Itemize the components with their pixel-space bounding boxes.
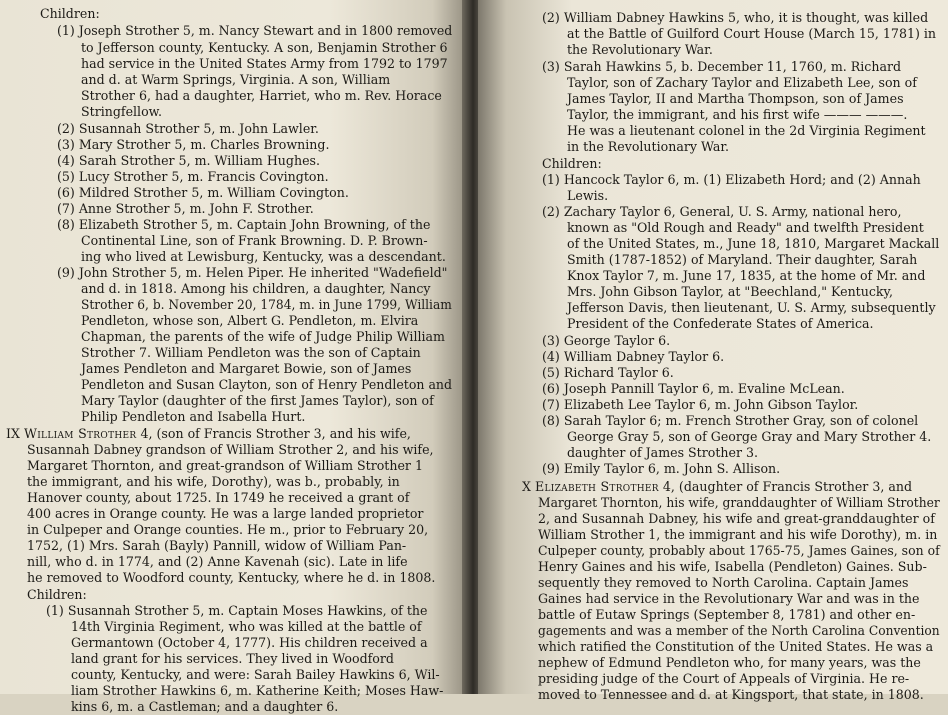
right-page-line: the Revolutionary War. [567, 42, 713, 57]
section-number: X [522, 479, 535, 494]
right-page-line: Smith (1787-1852) of Maryland. Their daughter, Sarah [567, 252, 918, 267]
left-page-line [6, 426, 411, 442]
left-page-line: Stringfellow. [81, 104, 162, 119]
right-page-line: Margaret Thornton, his wife, granddaughter of William Strother [538, 495, 940, 510]
section-heading-text: 4, (daughter of Francis Strother 3, and [658, 479, 913, 494]
left-page-line: 1752, (1) Mrs. Sarah (Bayly) Pannill, widow of William Pan- [27, 538, 407, 553]
right-page-line: (2) Zachary Taylor 6, General, U. S. Army, national hero, [542, 204, 902, 219]
right-page-line: William Strother 1, the immigrant and his wife Dorothy), m. in [538, 527, 938, 542]
right-page-line: battle of Eutaw Springs (September 8, 1781) and other en- [538, 607, 916, 622]
right-page-line: at the Battle of Guilford Court House (March 15, 1781) in [567, 26, 937, 41]
left-page-line: Chapman, the parents of the wife of Judge Philip William [81, 329, 445, 344]
left-page-line: Hanover county, about 1725. In 1749 he received a grant of [27, 490, 410, 505]
right-page-line: (7) Elizabeth Lee Taylor 6, m. John Gibson Taylor. [542, 397, 859, 412]
left-page-line: Children: [40, 6, 100, 21]
right-page-line: Culpeper county, probably about 1765-75, James Gaines, son of [538, 543, 940, 558]
left-page-line: in Culpeper and Orange counties. He m., prior to February 20, [27, 522, 429, 537]
left-page-line: (4) Sarah Strother 5, m. William Hughes. [57, 153, 320, 168]
right-page-line: gagements and was a member of the North Carolina Convention [538, 623, 940, 638]
right-page-line: presiding judge of the Court of Appeals of Virginia. He re- [538, 671, 910, 686]
right-page-line: sequently they removed to North Carolina. Captain James [538, 575, 909, 590]
left-page [0, 0, 470, 714]
left-page-line: Strother 6, b. November 20, 1784, m. in June 1799, William [81, 297, 452, 312]
left-page-line: and d. in 1818. Among his children, a daughter, Nancy [81, 281, 431, 296]
left-page-line: Pendleton and Susan Clayton, son of Henry Pendleton and [81, 377, 453, 392]
section-heading-name: Elizabeth Strother [534, 479, 659, 494]
left-page-line: (9) John Strother 5, m. Helen Piper. He inherited "Wadefield" [57, 265, 448, 280]
right-page-line: nephew of Edmund Pendleton who, for many years, was the [538, 655, 921, 670]
right-page-line: Knox Taylor 7, m. June 17, 1835, at the home of Mr. and [567, 268, 926, 283]
left-page-line: Susannah Dabney grandson of William Strother 2, and his wife, [27, 442, 434, 457]
left-page-line: (1) Joseph Strother 5, m. Nancy Stewart and in 1800 removed [57, 23, 453, 38]
right-page-line: of the United States, m., June 18, 1810, Margaret Mackall [567, 236, 940, 251]
left-page-line: kins 6, m. a Castleman; and a daughter 6. [71, 699, 339, 714]
left-page-line: nill, who d. in 1774, and (2) Anne Kavenah (sic). Late in life [27, 554, 408, 569]
right-page-line: (4) William Dabney Taylor 6. [542, 349, 725, 364]
right-page-line: Mrs. John Gibson Taylor, at "Beechland," Kentucky, [567, 284, 893, 299]
right-page-line: (6) Joseph Pannill Taylor 6, m. Evaline McLean. [542, 381, 845, 396]
right-page [478, 0, 948, 702]
right-page-line: which ratified the Constitution of the United States. He was a [538, 639, 934, 654]
left-page-line: ing who lived at Lewisburg, Kentucky, was a descendant. [81, 249, 446, 264]
left-page-line: James Pendleton and Margaret Bowie, son of James [81, 361, 412, 376]
left-page-line: Continental Line, son of Frank Browning. D. P. Brown- [81, 233, 428, 248]
right-page-line: moved to Tennessee and d. at Kingsport, that state, in 1808. [538, 687, 924, 702]
left-page-line: Children: [27, 587, 87, 602]
section-heading-name: William Strother [23, 426, 137, 441]
right-page-line: (3) George Taylor 6. [542, 333, 671, 348]
left-page-line: to Jefferson county, Kentucky. A son, Benjamin Strother 6 [81, 40, 448, 55]
right-page-line [522, 479, 912, 495]
left-page-line: 400 acres in Orange county. He was a large landed proprietor [27, 506, 424, 521]
right-page-line: He was a lieutenant colonel in the 2d Virginia Regiment [567, 123, 926, 138]
left-page-line: (7) Anne Strother 5, m. John F. Strother. [57, 201, 314, 216]
right-page-line: George Gray 5, son of George Gray and Mary Strother 4. [567, 429, 932, 444]
left-page-line: Mary Taylor (daughter of the first James Taylor), son of [81, 393, 434, 408]
right-page-line: Lewis. [567, 188, 609, 203]
left-page-line: Pendleton, whose son, Albert G. Pendleton, m. Elvira [81, 313, 419, 328]
right-page-line: Henry Gaines and his wife, Isabella (Pendleton) Gaines. Sub- [538, 559, 927, 574]
left-page-line: and d. at Warm Springs, Virginia. A son, William [81, 72, 391, 87]
right-page-line: (3) Sarah Hawkins 5, b. December 11, 1760, m. Richard [542, 59, 902, 74]
left-page-line: land grant for his services. They lived in Woodford [71, 651, 394, 666]
left-page-line: Strother 6, had a daughter, Harriet, who m. Rev. Horace [81, 88, 442, 103]
right-page-line: in the Revolutionary War. [567, 139, 729, 154]
right-page-line: Jefferson Davis, then lieutenant, U. S. Army, subsequently [567, 300, 936, 315]
right-page-line: Gaines had service in the Revolutionary War and was in the [538, 591, 920, 606]
right-page-line: (9) Emily Taylor 6, m. John S. Allison. [542, 461, 781, 476]
left-page-line: liam Strother Hawkins 6, m. Katherine Keith; Moses Haw- [71, 683, 444, 698]
left-page-line: Margaret Thornton, and great-grandson of William Strother 1 [27, 458, 423, 473]
right-page-line: (2) William Dabney Hawkins 5, who, it is thought, was killed [542, 10, 929, 25]
left-page-line: (6) Mildred Strother 5, m. William Covington. [57, 185, 349, 200]
left-page-line: (3) Mary Strother 5, m. Charles Browning. [57, 137, 330, 152]
right-page-line: (5) Richard Taylor 6. [542, 365, 674, 380]
right-page-line: known as "Old Rough and Ready" and twelfth President [567, 220, 924, 235]
left-page-line: Philip Pendleton and Isabella Hurt. [81, 409, 306, 424]
left-page-line: county, Kentucky, and were: Sarah Bailey Hawkins 6, Wil- [71, 667, 440, 682]
right-page-line: James Taylor, II and Martha Thompson, son of James [567, 91, 904, 106]
right-page-line: Taylor, son of Zachary Taylor and Elizabeth Lee, son of [567, 75, 917, 90]
left-page-line: (1) Susannah Strother 5, m. Captain Moses Hawkins, of the [46, 603, 428, 618]
left-page-line: 14th Virginia Regiment, who was killed at the battle of [71, 619, 422, 634]
right-page-line: President of the Confederate States of America. [567, 316, 874, 331]
right-page-line: Taylor, the immigrant, and his first wife ——— ———. [567, 107, 908, 122]
left-page-line: (2) Susannah Strother 5, m. John Lawler. [57, 121, 319, 136]
left-page-line: had service in the United States Army from 1792 to 1797 [81, 56, 448, 71]
right-page-line: (8) Sarah Taylor 6; m. French Strother Gray, son of colonel [542, 413, 919, 428]
left-page-line: he removed to Woodford county, Kentucky, where he d. in 1808. [27, 570, 436, 585]
right-page-line: Children: [542, 156, 602, 171]
left-page-line: the immigrant, and his wife, Dorothy), was b., probably, in [27, 474, 400, 489]
left-page-line: Germantown (October 4, 1777). His children received a [71, 635, 428, 650]
left-page-line: (8) Elizabeth Strother 5, m. Captain John Browning, of the [57, 217, 431, 232]
section-heading-text: 4, (son of Francis Strother 3, and his wife, [136, 426, 411, 441]
right-page-line: daughter of James Strother 3. [567, 445, 759, 460]
right-page-line: (1) Hancock Taylor 6, m. (1) Elizabeth Hord; and (2) Annah [542, 172, 921, 187]
left-page-line: (5) Lucy Strother 5, m. Francis Covington. [57, 169, 329, 184]
right-page-line: 2, and Susannah Dabney, his wife and great-granddaughter of [538, 511, 935, 526]
left-page-line: Strother 7. William Pendleton was the son of Captain [81, 345, 421, 360]
section-number: IX [6, 426, 24, 441]
